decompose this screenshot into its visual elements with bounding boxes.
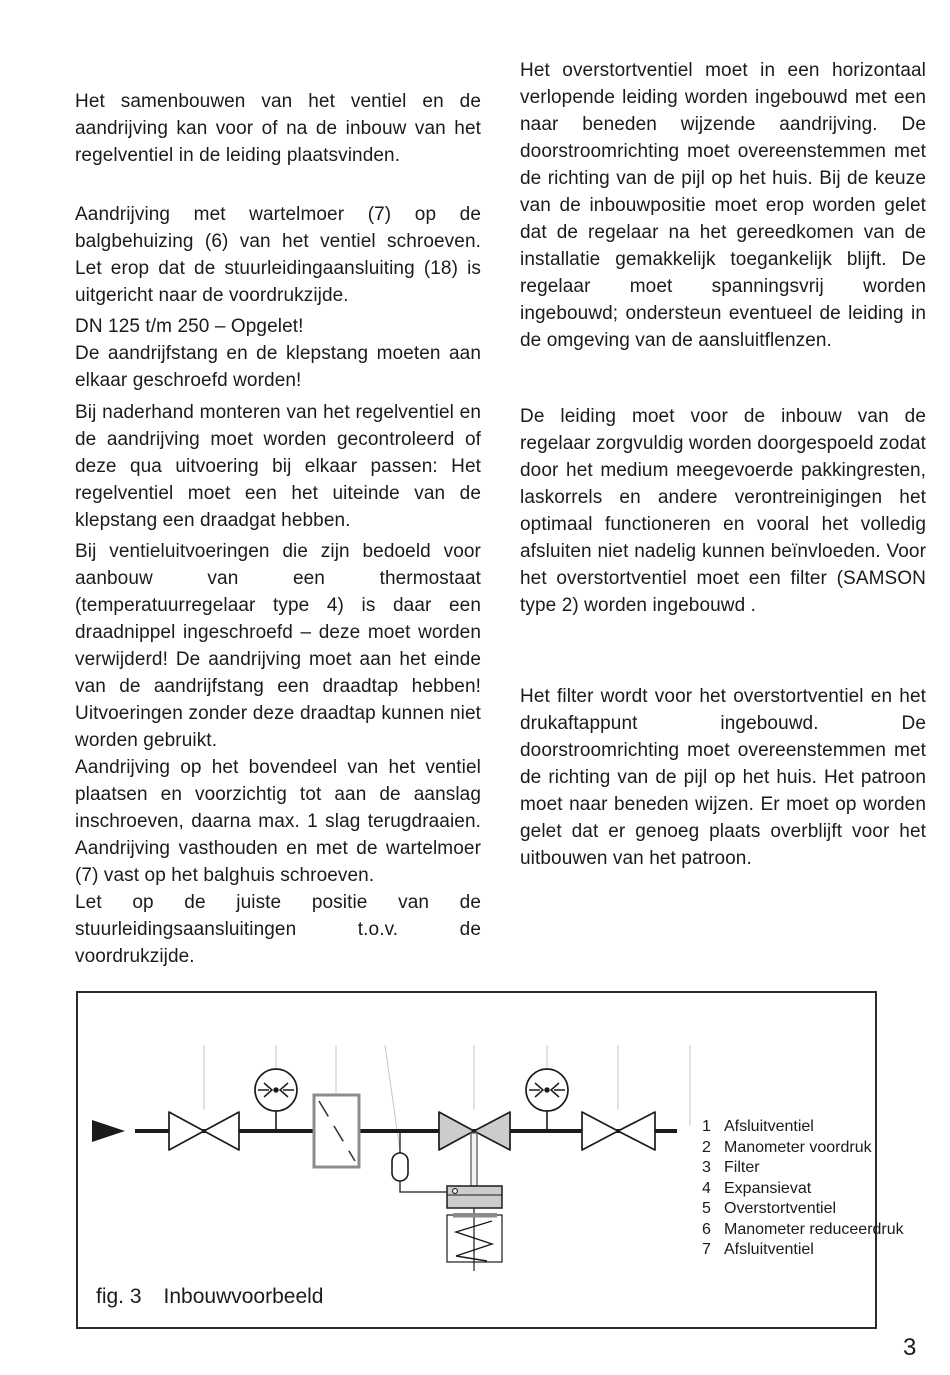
paragraph: DN 125 t/m 250 – Opgelet!: [75, 316, 304, 337]
legend-item: [702, 1138, 904, 1159]
legend-label: Manometer reduceerdruk: [724, 1220, 904, 1238]
paragraph: Bij ventieluitvoeringen die zijn bedoeld voor aanbouw van een thermostaat (temperatuurregelaar type 4) is daar een draadnippel ingeschroefd – deze moet worden verwijderd! De aandrijving moet aan het einde van de aandrijfstang een draadtap hebben! Uitvoeringen zonder deze draadtap kunnen niet worden gebruikt.: [75, 541, 481, 751]
paragraph: Bij naderhand monteren van het regelventiel en de aandrijving moet worden gecontroleerd of deze qua uitvoering bij elkaar passen: Het regelventiel moet een het uiteinde van de klepstang een draadgat hebben.: [75, 402, 481, 531]
legend-item: [702, 1179, 904, 1200]
figure-legend: [702, 1117, 904, 1261]
legend-number: 2: [702, 1138, 711, 1156]
filter-icon: [314, 1095, 359, 1167]
legend-number: 6: [702, 1220, 711, 1238]
legend-item: [702, 1240, 904, 1261]
figure-caption-title: Inbouwvoorbeeld: [163, 1285, 324, 1308]
paragraph: De leiding moet voor de inbouw van de regelaar zorgvuldig worden doorgespoeld zodat door het medium meegevoerde pakkingresten, laskorrels en andere verontreinigingen het optimaal functioneren en vooral het volledig afsluiten niet nadelig kunnen beïnvloeden. Voor het overstortventiel moet een filter (SAMSON type 2) worden ingebouwd .: [520, 406, 926, 616]
paragraph: Het filter wordt voor het overstortventiel en het drukaftappunt ingebouwd. De doorstroomrichting moet overeenstemmen met de richting van de pijl op het huis. Het patroon moet naar beneden wijzen. Er moet op worden gelet dat er genoeg plaats overblijft voor het uitbouwen van het patroon.: [520, 686, 926, 869]
page-number: 3: [903, 1334, 917, 1361]
legend-label: Manometer voordruk: [724, 1138, 872, 1156]
legend-item: [702, 1158, 904, 1179]
legend-item: [702, 1220, 904, 1241]
paragraph: Het samenbouwen van het ventiel en de aandrijving kan voor of na de inbouw van het regelventiel in de leiding plaatsvinden.: [75, 91, 481, 166]
valve-stem: [471, 1133, 477, 1186]
legend-number: 1: [702, 1118, 711, 1135]
left-column: [75, 88, 481, 970]
paragraph: De aandrijfstang en de klepstang moeten aan elkaar geschroefd worden!: [75, 343, 481, 391]
actuator-icon: [447, 1186, 502, 1208]
legend-item: [702, 1117, 904, 1138]
legend-number: 7: [702, 1241, 711, 1258]
figure-box: [76, 991, 904, 1329]
paragraph: Let op de juiste positie van de stuurleidingsaansluitingen t.o.v. de voordrukzijde.: [75, 892, 481, 967]
figure-caption-prefix: fig. 3: [96, 1285, 142, 1308]
paragraph: Aandrijving met wartelmoer (7) op de balgbehuizing (6) van het ventiel schroeven. Let erop dat de stuurleidingaansluiting (18) is uitgericht naar de voordrukzijde.: [75, 204, 481, 306]
shutoff-valve-icon: [169, 1112, 239, 1150]
figure-caption: [96, 1285, 323, 1309]
paragraph: Het overstortventiel moet in een horizontaal verlopende leiding worden ingebouwd met een naar beneden wijzende aandrijving. De doorstroomrichting moet overeenstemmen met de richting van de pijl op het huis. Bij de keuze van de inbouwpositie moet erop worden gelet dat de regelaar na het gereedkomen van de installatie gemakkelijk toegankelijk blijft. De regelaar moet spanningsvrij worden ingebouwd; ondersteun eventueel de leiding in de omgeving van de aansluitflenzen.: [520, 60, 926, 351]
paragraph: Aandrijving op het bovendeel van het ventiel plaatsen en voorzichtig tot aan de aanslag inschroeven, daarna max. 1 slag terugdraaien. Aandrijving vasthouden en met de wartelmoer (7) vast op het balghuis schroeven.: [75, 757, 481, 886]
shutoff-valve-icon: [582, 1112, 655, 1150]
manometer-icon: [255, 1069, 297, 1131]
spring-icon: [447, 1208, 502, 1271]
legend-number: 5: [702, 1200, 711, 1217]
legend-label: Filter: [724, 1159, 760, 1176]
legend-label: Afsluitventiel: [724, 1118, 814, 1135]
legend-number: 3: [702, 1159, 711, 1176]
legend-number: 4: [702, 1179, 711, 1197]
manometer-icon: [526, 1069, 568, 1131]
legend-label: Overstortventiel: [724, 1200, 837, 1217]
flow-arrow-icon: [92, 1120, 125, 1142]
legend-label: Afsluitventiel: [724, 1241, 814, 1258]
legend-item: [702, 1199, 904, 1220]
right-column: [520, 57, 926, 872]
legend-label: Expansievat: [724, 1179, 812, 1197]
